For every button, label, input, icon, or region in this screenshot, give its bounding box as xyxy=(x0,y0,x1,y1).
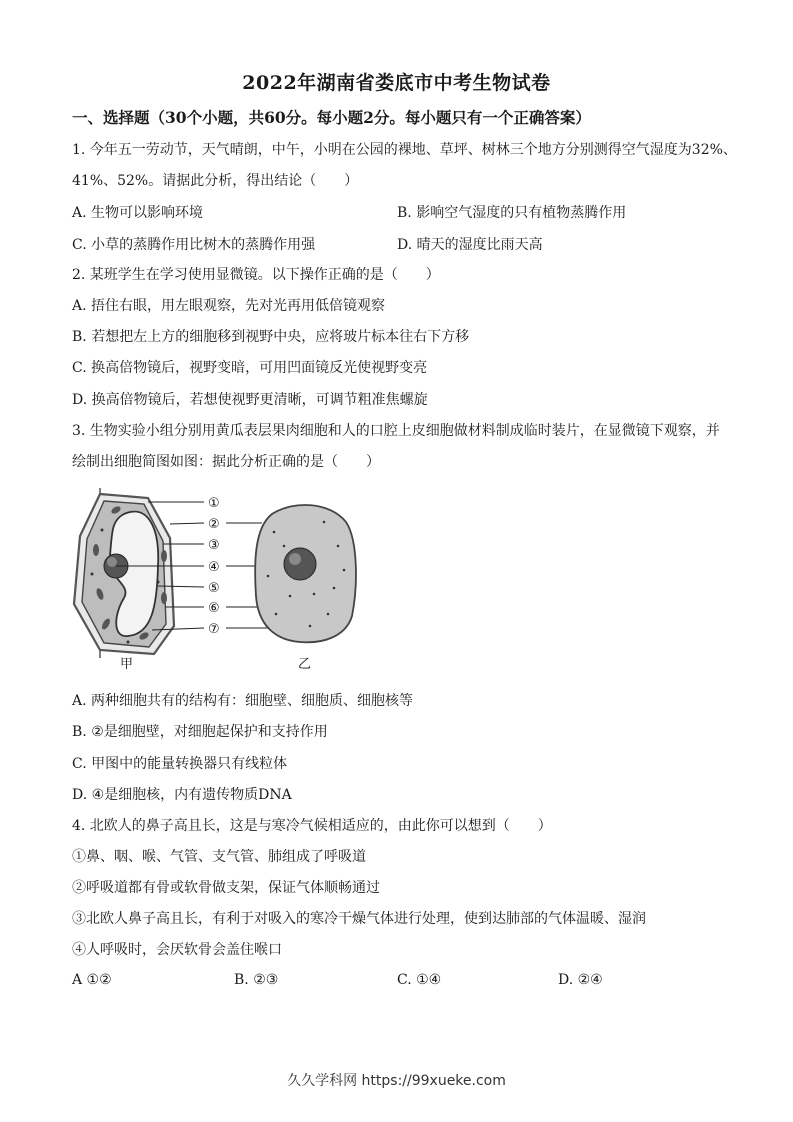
cell-diagram xyxy=(62,486,382,671)
q4-stem: 4. 北欧人的鼻子高且长，这是与寒冷气候相适应的，由此你可以想到（ ） xyxy=(72,818,552,834)
q3-option-b: B. ②是细胞壁，对细胞起保护和支持作用 xyxy=(72,724,328,740)
q3-option-a: A. 两种细胞共有的结构有：细胞壁、细胞质、细胞核等 xyxy=(72,693,414,709)
q1-option-c: C. 小草的蒸腾作用比树木的蒸腾作用强 xyxy=(72,237,316,253)
q3-option-c: C. 甲图中的能量转换器只有线粒体 xyxy=(72,756,288,772)
q1-stem-line2: 41%、52%。请据此分析，得出结论（ ） xyxy=(72,173,359,189)
q2-option-d: D. 换高倍物镜后，若想使视野更清晰，可调节粗准焦螺旋 xyxy=(72,392,428,408)
q1-option-a: A. 生物可以影响环境 xyxy=(72,205,204,221)
q4-statement-1: ①鼻、咽、喉、气管、支气管、肺组成了呼吸道 xyxy=(72,849,366,865)
footer-watermark: 久久学科网 https://99xueke.com xyxy=(287,1073,506,1089)
q4-option-d: D. ②④ xyxy=(558,972,603,988)
plant-cell xyxy=(74,488,174,658)
q4-option-b: B. ②③ xyxy=(234,972,279,988)
animal-cell xyxy=(255,505,356,642)
q1-stem-line1: 1. 今年五一劳动节，天气晴朗，中午，小明在公园的裸地、草坪、树林三个地方分别测得空气湿度为32%、 xyxy=(72,142,737,158)
label-7: ⑦ xyxy=(208,622,220,637)
q2-option-b: B. 若想把左上方的细胞移到视野中央，应将玻片标本往右下方移 xyxy=(72,329,470,345)
q2-stem: 2. 某班学生在学习使用显微镜。以下操作正确的是（ ） xyxy=(72,267,440,283)
q2-option-c: C. 换高倍物镜后，视野变暗，可用凹面镜反光使视野变亮 xyxy=(72,360,428,376)
section-heading: 一、选择题（30个小题，共60分。每小题2分。每小题只有一个正确答案） xyxy=(72,108,591,127)
label-2: ② xyxy=(208,517,220,532)
q4-option-c: C. ①④ xyxy=(397,972,442,988)
cell-a-caption: 甲 xyxy=(120,657,134,671)
label-6: ⑥ xyxy=(208,601,220,616)
q4-statement-4: ④人呼吸时，会厌软骨会盖住喉口 xyxy=(72,942,282,958)
q4-option-a: A ①② xyxy=(72,972,112,988)
label-3: ③ xyxy=(208,538,220,553)
cell-b-caption: 乙 xyxy=(298,657,312,671)
q2-option-a: A. 捂住右眼，用左眼观察，先对光再用低倍镜观察 xyxy=(72,298,386,314)
page-title: 2022年湖南省娄底市中考生物试卷 xyxy=(242,72,551,94)
q3-stem-line2: 绘制出细胞简图如图：据此分析正确的是（ ） xyxy=(72,454,380,470)
label-1: ① xyxy=(208,496,220,511)
q3-stem-line1: 3. 生物实验小组分别用黄瓜表层果肉细胞和人的口腔上皮细胞做材料制成临时装片，在显微镜下观察，并 xyxy=(72,423,720,439)
q1-option-b: B. 影响空气湿度的只有植物蒸腾作用 xyxy=(397,205,627,221)
label-4: ④ xyxy=(208,560,220,575)
label-5: ⑤ xyxy=(208,581,220,596)
q3-option-d: D. ④是细胞核，内有遗传物质DNA xyxy=(72,787,292,803)
q4-statement-2: ②呼吸道都有骨或软骨做支架，保证气体顺畅通过 xyxy=(72,880,380,896)
q1-option-d: D. 晴天的湿度比雨天高 xyxy=(397,237,543,253)
q4-statement-3: ③北欧人鼻子高且长，有利于对吸入的寒冷干燥气体进行处理，使到达肺部的气体温暖、湿润 xyxy=(72,911,646,927)
